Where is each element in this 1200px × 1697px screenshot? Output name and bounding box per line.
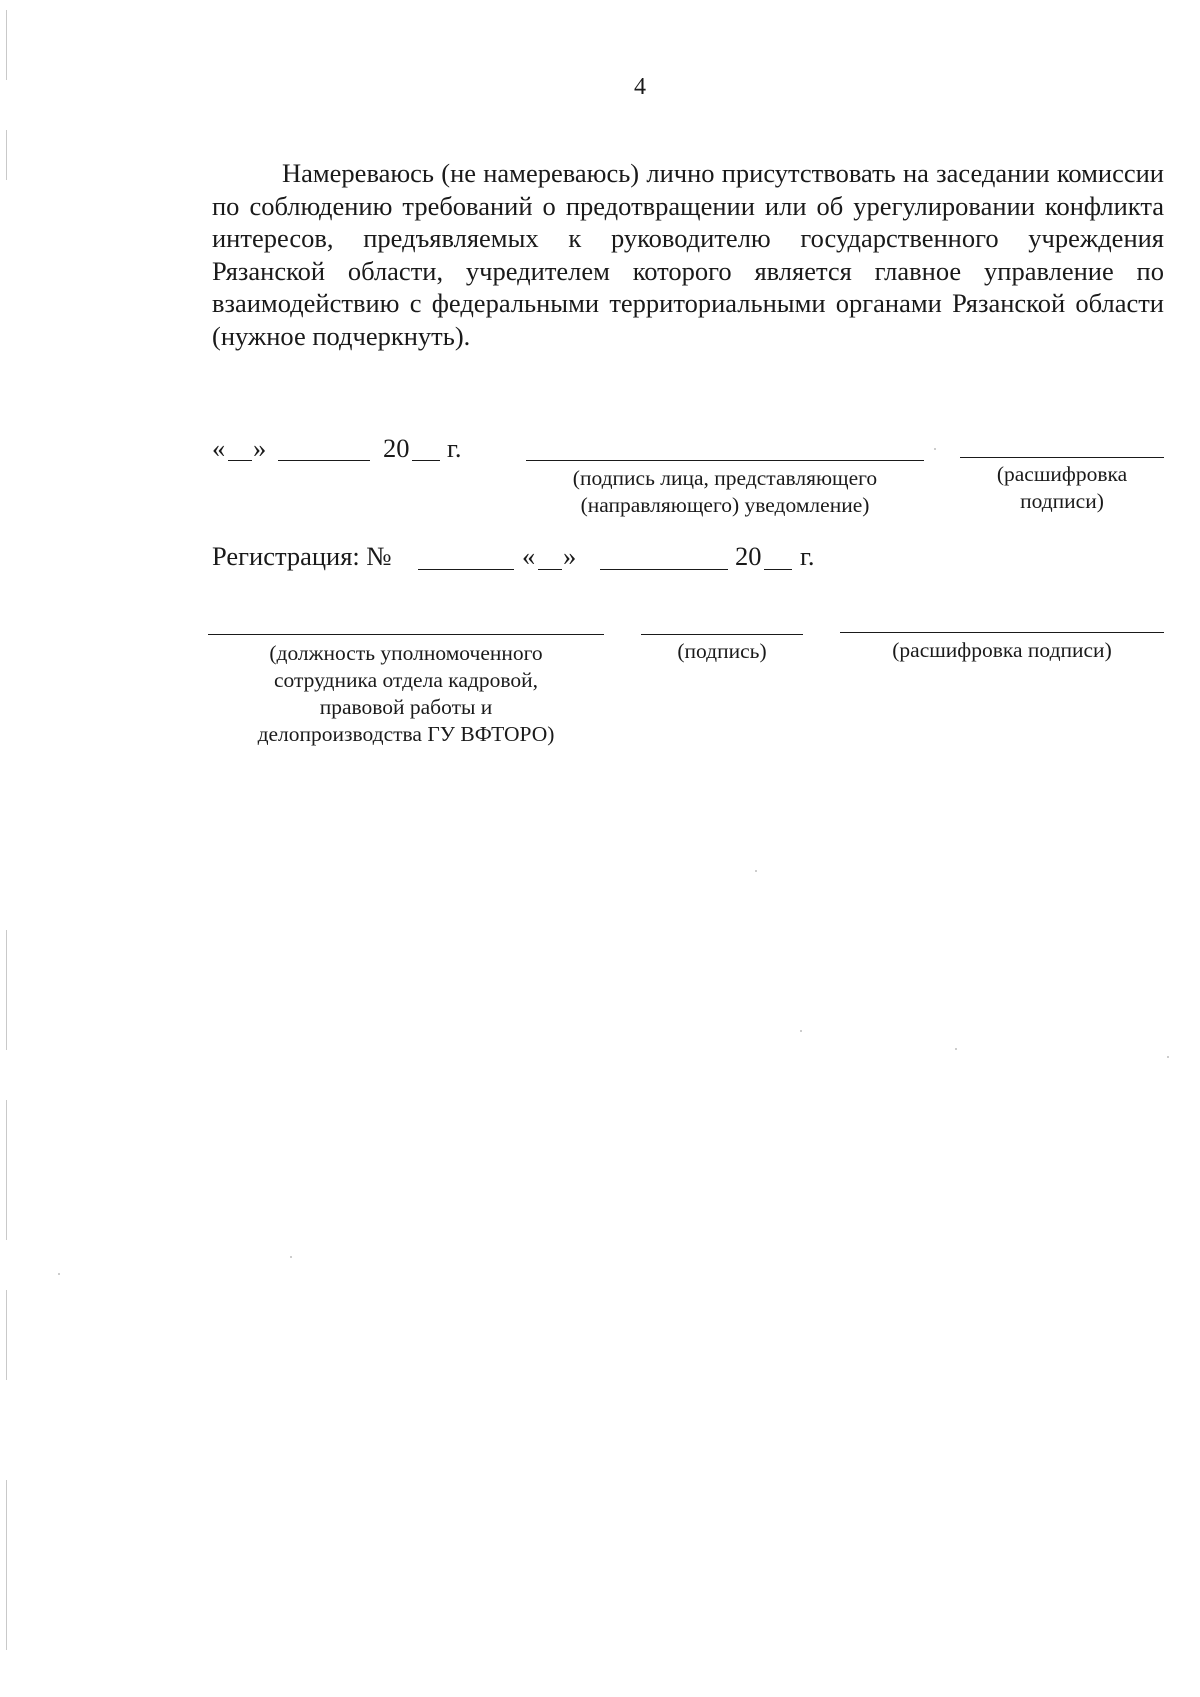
date-year-prefix: 20 [383,433,410,463]
position-caption-line2: сотрудника отдела кадровой, [274,668,538,692]
registration-open-quote: « [522,541,536,571]
position-caption-line4: делопроизводства ГУ ВФТОРО) [257,722,555,746]
date-day-blank[interactable] [228,460,252,461]
decoding-caption-line2: подписи) [1020,489,1104,513]
scan-speck [1167,1056,1169,1058]
scan-edge-mark [6,10,7,80]
registration-year-prefix: 20 [735,541,762,571]
statement-paragraph: Намереваюсь (не намереваюсь) лично присутствовать на заседании комиссии по соблюдению требований о предотвращении или об урегулировании конфликта интересов, предъявляемых к руководителю государственного учреждения Рязанской области, учредителем которого является главное управление по взаимодействию с федеральными территориальными органами Рязанской области (нужное подчеркнуть). [212,158,1164,351]
registration-close-quote: » [563,541,577,571]
official-signature-caption: (подпись) [677,639,767,663]
official-decoding-caption: (расшифровка подписи) [892,638,1112,662]
scan-speck [934,448,936,450]
page-number: 4 [634,74,646,100]
scan-speck [755,870,757,872]
scan-speck [58,1273,60,1275]
date-month-blank[interactable] [278,460,370,461]
signer-caption-line1: (подпись лица, представляющего [572,466,878,490]
registration-number-blank[interactable] [418,569,514,570]
signer-decoding-caption [960,461,1164,515]
scan-edge-mark [6,1100,7,1240]
scan-edge-mark [6,1290,7,1380]
official-position-caption [208,640,604,748]
scan-speck [955,1048,957,1050]
official-signature-line[interactable] [641,634,803,635]
official-position-line[interactable] [208,634,604,635]
registration-label: Регистрация: № [212,541,392,571]
scan-edge-mark [6,130,7,180]
scan-edge-mark [6,1480,7,1650]
registration-year-suffix: г. [800,541,815,571]
signer-decoding-line[interactable] [960,457,1164,458]
signer-signature-line[interactable] [526,460,924,461]
registration-year-blank[interactable] [764,569,792,570]
signer-caption-line2: (направляющего) уведомление) [580,493,870,517]
position-caption-line1: (должность уполномоченного [269,641,543,665]
signer-signature-caption [526,465,924,519]
position-caption-line3: правовой работы и [319,695,493,719]
official-decoding-line[interactable] [840,632,1164,633]
registration-day-blank[interactable] [538,569,562,570]
date-close-quote: » [253,433,267,463]
scan-speck [290,1256,292,1258]
scan-edge-mark [6,930,7,1050]
registration-month-blank[interactable] [600,569,728,570]
date-year-blank[interactable] [412,460,440,461]
scan-speck [800,1030,802,1032]
date-open-quote: « [212,433,226,463]
decoding-caption-line1: (расшифровка [996,462,1128,486]
date-year-suffix: г. [447,433,462,463]
